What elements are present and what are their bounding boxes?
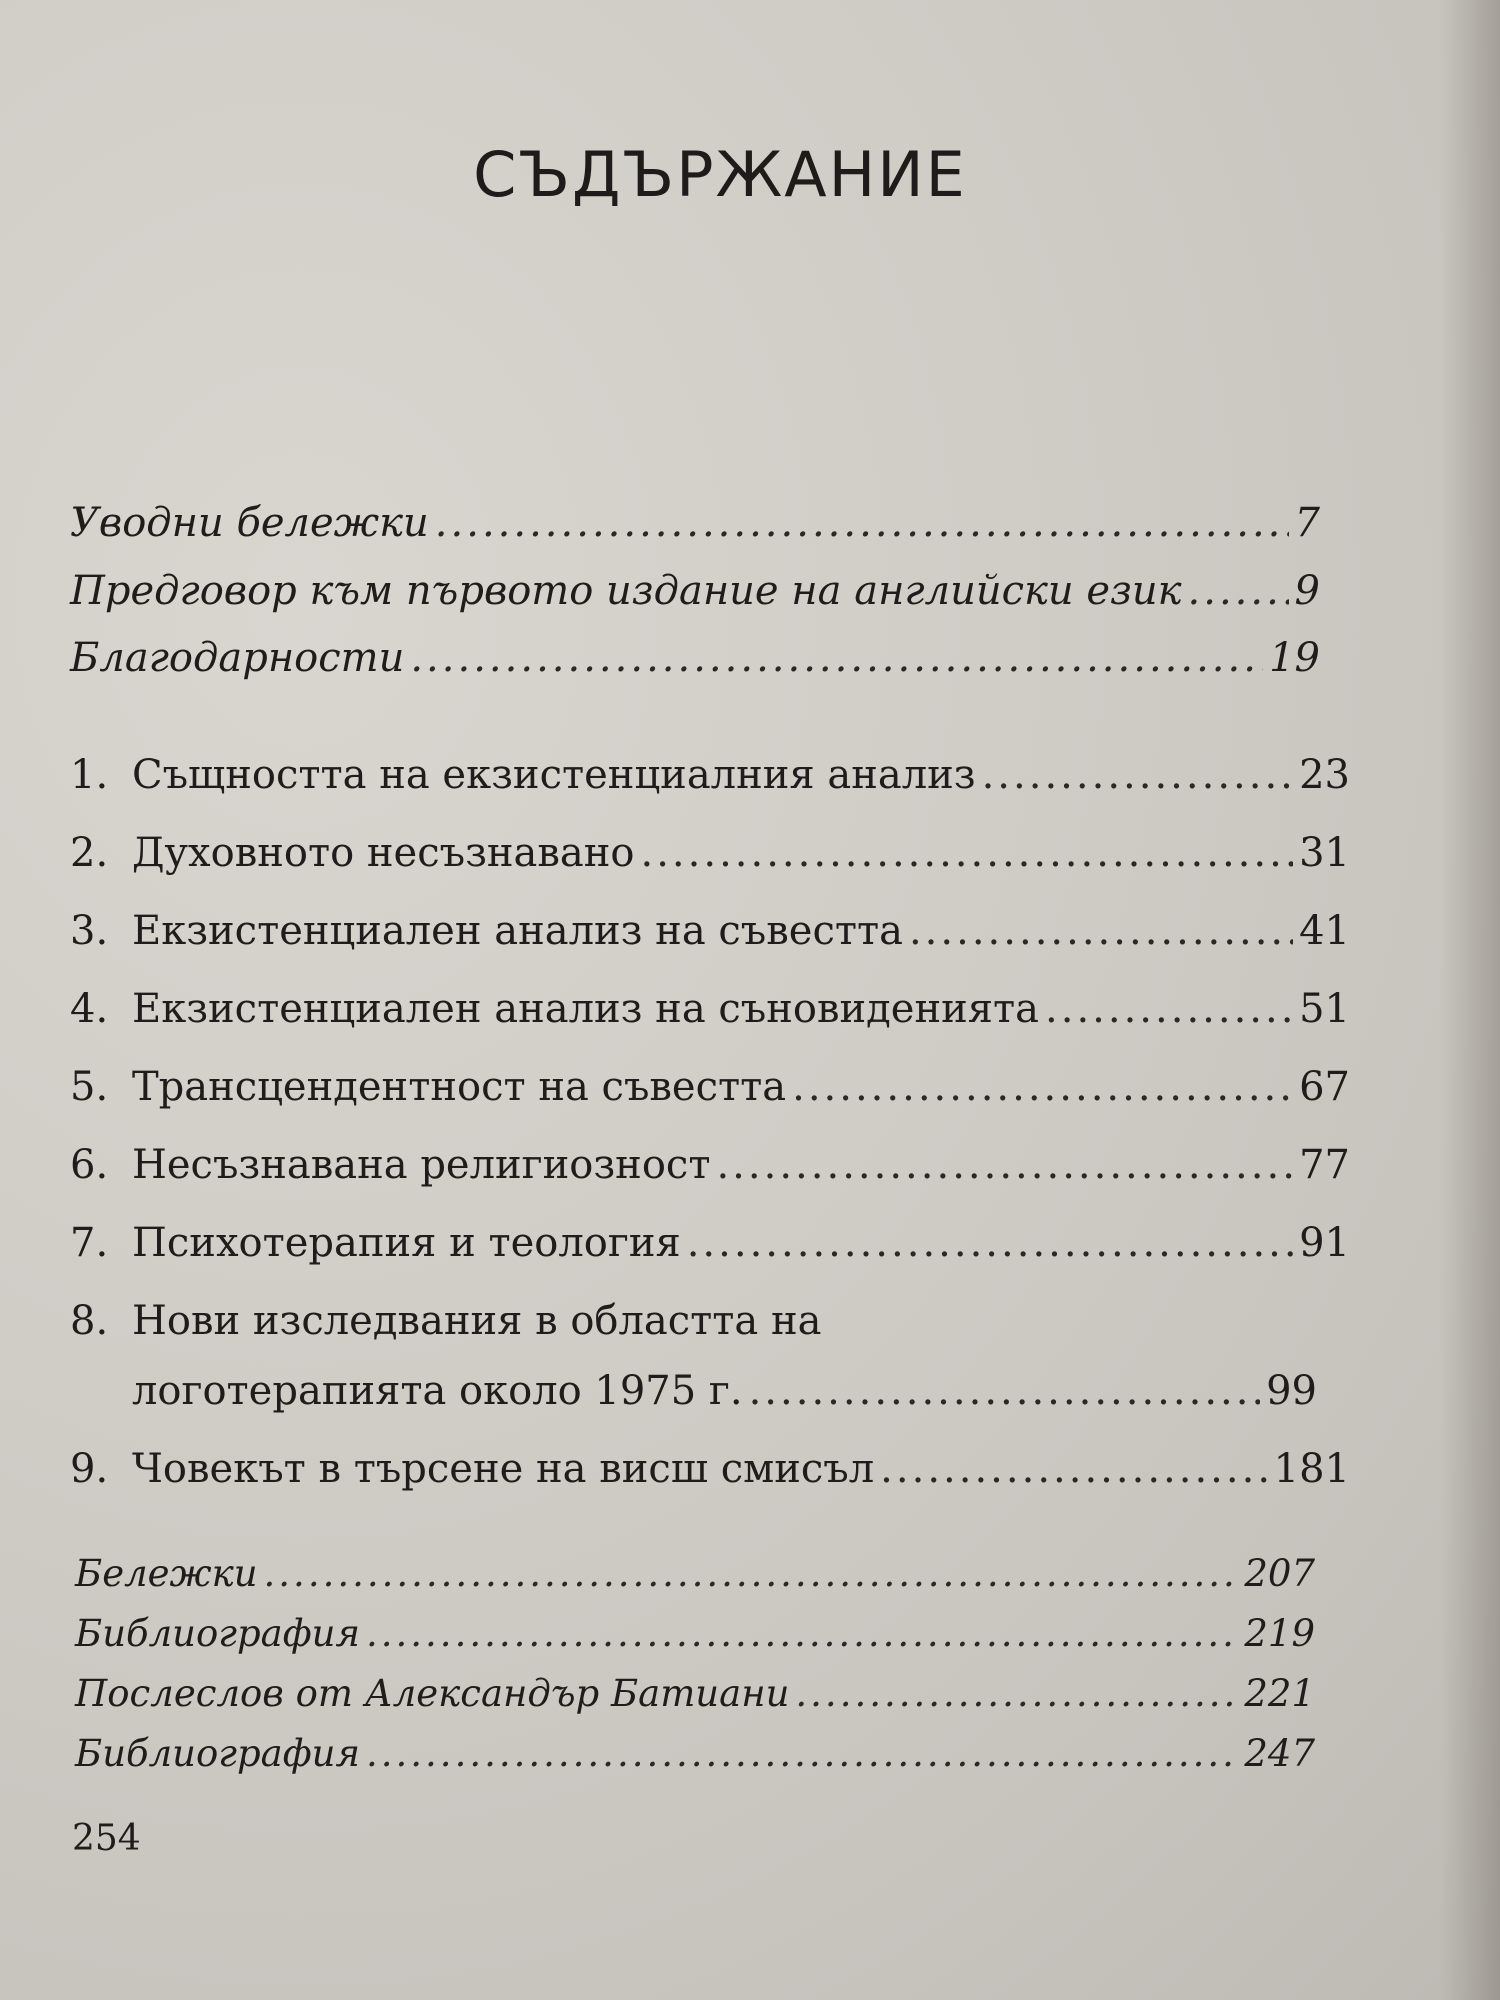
chapter-number: 1. xyxy=(70,752,109,798)
toc-leader-dots xyxy=(687,1220,1293,1266)
chapter-number: 8. xyxy=(70,1298,109,1344)
toc-leader-dots xyxy=(1045,986,1293,1032)
chapter-number: 3. xyxy=(70,908,109,954)
toc-leader-dots xyxy=(641,830,1294,876)
toc-entry-chapter-8-line2 xyxy=(132,1368,1317,1414)
toc-page-number: 51 xyxy=(1299,986,1350,1032)
toc-entry-back-4 xyxy=(75,1732,1315,1775)
toc-page-number: 91 xyxy=(1299,1220,1350,1266)
toc-entry-label: Бележки xyxy=(75,1552,258,1595)
toc-page-number: 41 xyxy=(1299,908,1350,954)
toc-leader-dots xyxy=(909,908,1293,954)
toc-entry-front-3 xyxy=(70,635,1320,681)
toc-leader-dots xyxy=(366,1732,1238,1775)
toc-entry-label: Предговор към първото издание на английски език xyxy=(70,568,1182,614)
toc-entry-label: Същността на екзистенциалния анализ xyxy=(132,752,976,798)
toc-entry-label: Екзистенциален анализ на съвестта xyxy=(132,908,903,954)
chapter-number: 5. xyxy=(70,1064,109,1110)
toc-entry-back-1 xyxy=(75,1552,1315,1595)
toc-leader-dots xyxy=(264,1552,1239,1595)
toc-page-number: 67 xyxy=(1299,1064,1350,1110)
toc-page-number: 181 xyxy=(1273,1446,1350,1492)
toc-leader-dots xyxy=(435,500,1289,546)
toc-page-number: 99 xyxy=(1266,1368,1317,1414)
toc-entry-label: Екзистенциален анализ на съновиденията xyxy=(132,986,1040,1032)
toc-entry-front-2 xyxy=(70,568,1320,614)
toc-entry-label: Духовното несъзнавано xyxy=(132,830,635,876)
toc-leader-dots xyxy=(795,1672,1238,1715)
toc-page-number: 19 xyxy=(1269,635,1320,681)
toc-entry-front-1 xyxy=(70,500,1320,546)
toc-entry-chapter-9 xyxy=(70,1446,1350,1492)
toc-entry-back-3 xyxy=(75,1672,1315,1715)
toc-leader-dots xyxy=(880,1446,1267,1492)
toc-entry-label: Уводни бележки xyxy=(70,500,429,546)
toc-leader-dots xyxy=(749,1368,1261,1414)
chapter-number: 6. xyxy=(70,1142,109,1188)
toc-page-number: 207 xyxy=(1244,1552,1315,1595)
toc-entry-back-2 xyxy=(75,1612,1315,1655)
toc-entry-label: Благодарности xyxy=(70,635,405,681)
toc-entry-label: логотерапията около 1975 г. xyxy=(132,1368,743,1414)
page-title: СЪДЪРЖАНИЕ xyxy=(473,138,967,211)
chapter-number: 7. xyxy=(70,1220,109,1266)
toc-entry-label: Несъзнавана религиозност xyxy=(132,1142,711,1188)
toc-entry-label: Нови изследвания в областта на xyxy=(132,1298,822,1344)
toc-leader-dots xyxy=(982,752,1294,798)
toc-page-number: 77 xyxy=(1299,1142,1350,1188)
toc-leader-dots xyxy=(716,1142,1293,1188)
toc-entry-chapter-5 xyxy=(70,1064,1350,1110)
toc-entry-label: Психотерапия и теология xyxy=(132,1220,681,1266)
toc-page-number: 31 xyxy=(1299,830,1350,876)
toc-page-number: 7 xyxy=(1294,500,1320,546)
toc-leader-dots xyxy=(410,635,1263,681)
chapter-number: 2. xyxy=(70,830,109,876)
toc-entry-label: Послеслов от Александър Батиани xyxy=(75,1672,790,1715)
toc-page-number: 247 xyxy=(1244,1732,1315,1775)
toc-leader-dots xyxy=(1188,568,1289,614)
toc-page-number: 23 xyxy=(1299,752,1350,798)
toc-entry-label: Трансцендентност на съвестта xyxy=(132,1064,787,1110)
toc-leader-dots xyxy=(792,1064,1293,1110)
toc-entry-label: Човекът в търсене на висш смисъл xyxy=(132,1446,875,1492)
chapter-number: 9. xyxy=(70,1446,109,1492)
toc-entry-chapter-8-line1 xyxy=(70,1298,821,1344)
toc-leader-dots xyxy=(366,1612,1238,1655)
toc-entry-label: Библиография xyxy=(75,1612,360,1655)
toc-entry-chapter-2 xyxy=(70,830,1350,876)
toc-page-number: 221 xyxy=(1244,1672,1315,1715)
toc-page-number: 9 xyxy=(1294,568,1320,614)
chapter-number: 4. xyxy=(70,986,109,1032)
toc-entry-chapter-3 xyxy=(70,908,1350,954)
toc-entry-chapter-1 xyxy=(70,752,1350,798)
page-number-folio: 254 xyxy=(72,1818,141,1859)
toc-entry-chapter-4 xyxy=(70,986,1350,1032)
toc-entry-chapter-6 xyxy=(70,1142,1350,1188)
toc-page-number: 219 xyxy=(1244,1612,1315,1655)
toc-entry-label: Библиография xyxy=(75,1732,360,1775)
toc-entry-chapter-7 xyxy=(70,1220,1350,1266)
